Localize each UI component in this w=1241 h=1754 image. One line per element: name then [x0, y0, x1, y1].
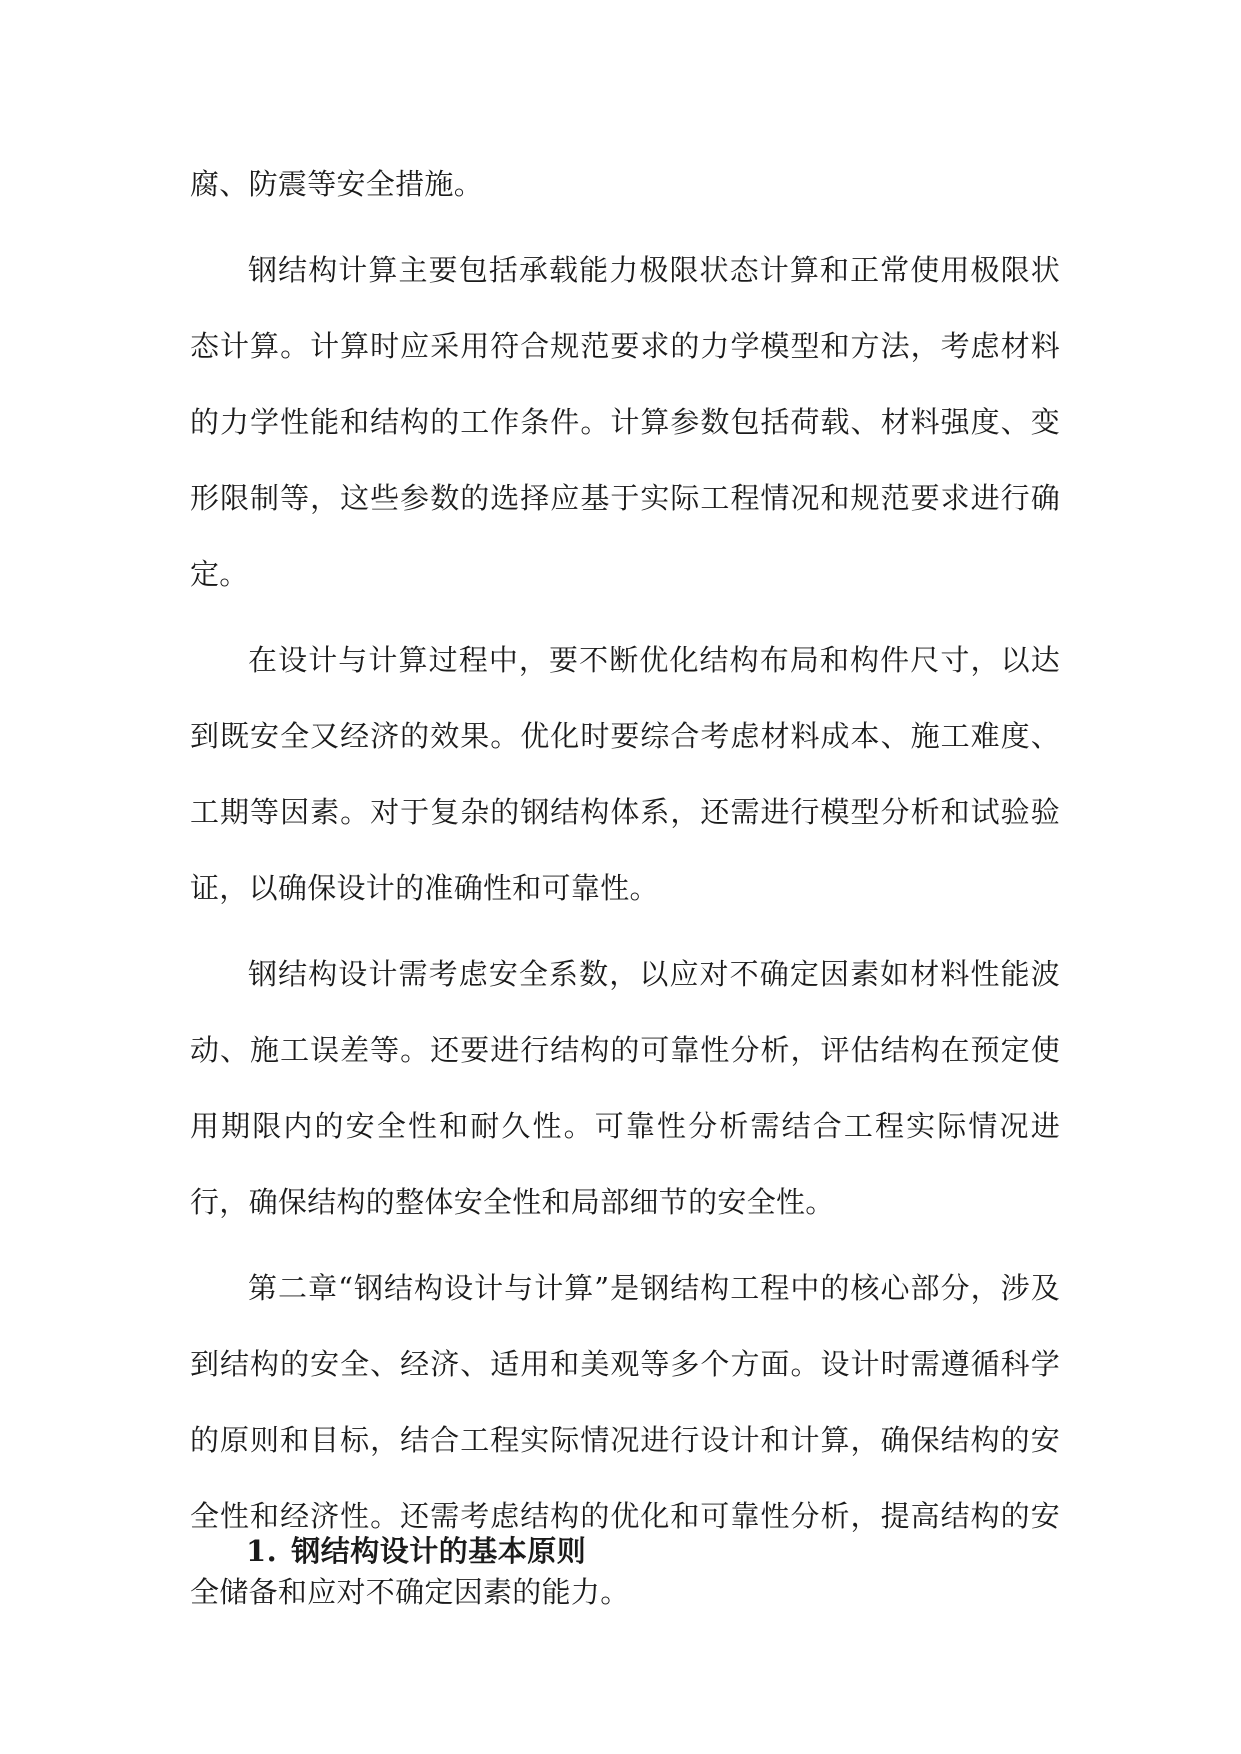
paragraph-safety-factor: 钢结构设计需考虑安全系数，以应对不确定因素如材料性能波动、施工误差等。还要进行结构的可靠性分析，评估结构在预定使用期限内的安全性和耐久性。可靠性分析需结合工程实际情况进行，确保结构的整体安全性和局部细节的安全性。: [190, 957, 1060, 1219]
section-title: 钢结构设计的基本原则: [291, 1534, 587, 1568]
section-number: 1.: [246, 1534, 278, 1568]
body-text: [190, 146, 1060, 1630]
paragraph-chapter-summary: 第二章“钢结构设计与计算”是钢结构工程中的核心部分，涉及到结构的安全、经济、适用和美观等多个方面。设计时需遵循科学的原则和目标，结合工程实际情况进行设计和计算，确保结构的安全性和经济性。还需考虑结构的优化和可靠性分析，提高结构的安全储备和应对不确定因素的能力。: [190, 1271, 1060, 1609]
paragraph-continuation: 腐、防震等安全措施。: [190, 167, 484, 201]
paragraph-calculation: 钢结构计算主要包括承载能力极限状态计算和正常使用极限状态计算。计算时应采用符合规范要求的力学模型和方法，考虑材料的力学性能和结构的工作条件。计算参数包括荷载、材料强度、变形限制等，这些参数的选择应基于实际工程情况和规范要求进行确定。: [190, 253, 1060, 591]
paragraph-optimization: 在设计与计算过程中，要不断优化结构布局和构件尺寸，以达到既安全又经济的效果。优化时要综合考虑材料成本、施工难度、工期等因素。对于复杂的钢结构体系，还需进行模型分析和试验验证，以确保设计的准确性和可靠性。: [190, 643, 1060, 905]
section-heading: [246, 1531, 586, 1571]
